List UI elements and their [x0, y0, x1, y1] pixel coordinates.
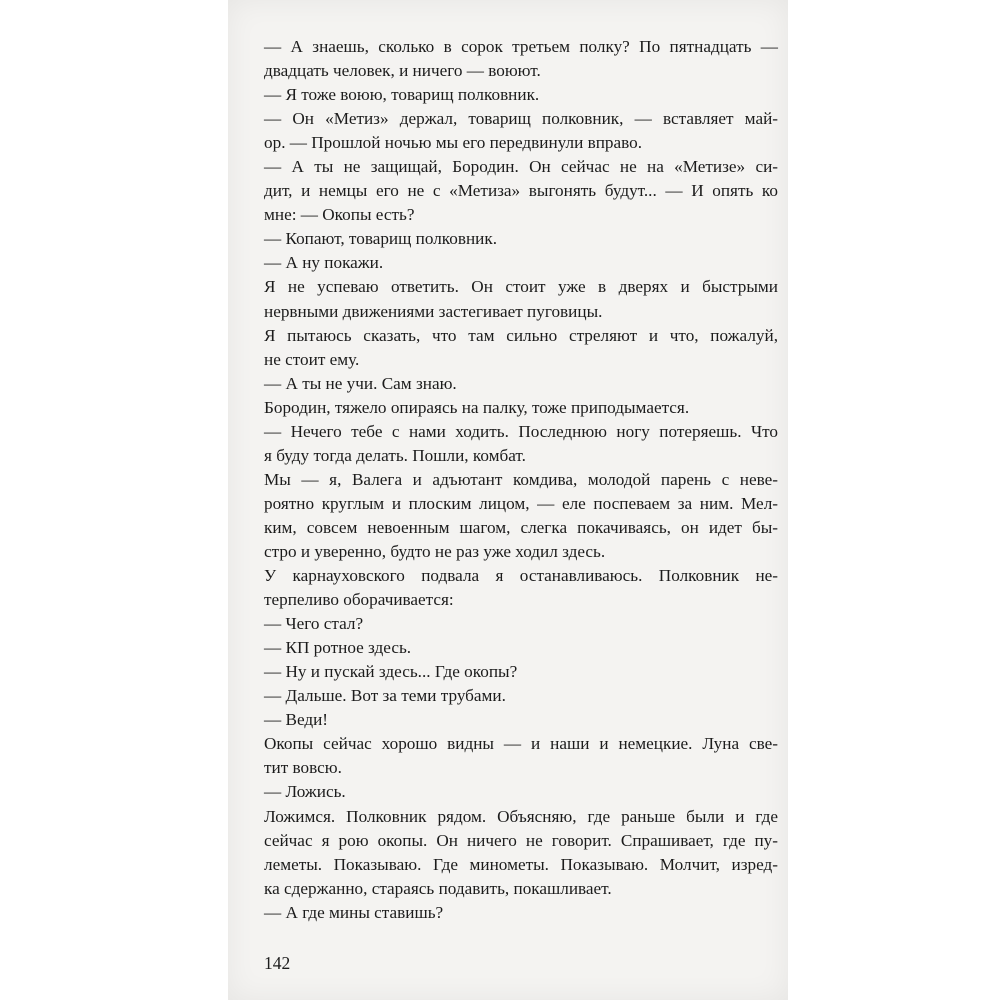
text-line: Я не успеваю ответить. Он стоит уже в дверях и быстрыми	[264, 277, 778, 297]
text-line: — Копают, товарищ полковник.	[264, 229, 498, 249]
text-line: Ложимся. Полковник рядом. Объясняю, где раньше были и где	[264, 806, 778, 826]
text-line: леметы. Показываю. Где минометы. Показываю. Молчит, изред-	[264, 854, 778, 874]
text-line: сейчас я рою окопы. Он ничего не говорит. Спрашивает, где пу-	[264, 830, 778, 850]
text-line: я буду тогда делать. Пошли, комбат.	[264, 445, 526, 465]
text-line: ким, совсем невоенным шагом, слегка покачиваясь, он идет бы-	[264, 517, 778, 537]
text-line: стро и уверенно, будто не раз уже ходил здесь.	[264, 541, 606, 561]
text-line: — Веди!	[264, 710, 329, 730]
text-line: — Я тоже воюю, товарищ полковник.	[264, 85, 540, 105]
text-line: — Он «Метиз» держал, товарищ полковник, — вставляет май-	[264, 109, 778, 129]
page-number: 142	[264, 953, 291, 973]
text-line: Бородин, тяжело опираясь на палку, тоже приподымается.	[264, 397, 690, 417]
text-line: дит, и немцы его не с «Метиза» выгонять будут... — И опять ко	[264, 181, 778, 201]
text-line: У карнауховского подвала я останавливаюсь. Полковник не-	[264, 566, 778, 586]
text-line: — А ты не учи. Сам знаю.	[264, 373, 457, 393]
text-line: не стоит ему.	[264, 349, 360, 369]
text-line: роятно круглым и плоским лицом, — еле поспеваем за ним. Мел-	[264, 493, 778, 513]
text-line: — А ты не защищай, Бородин. Он сейчас не на «Метизе» си-	[264, 157, 778, 177]
text-line: — Ну и пускай здесь... Где окопы?	[264, 662, 518, 682]
text-line: — Дальше. Вот за теми трубами.	[264, 686, 506, 706]
text-line: — А знаешь, сколько в сорок третьем полку? По пятнадцать —	[264, 37, 778, 56]
text-line: — Ложись.	[264, 782, 346, 802]
text-line: — КП ротное здесь.	[264, 638, 412, 658]
text-line: — Чего стал?	[264, 614, 364, 634]
text-line: мне: — Окопы есть?	[264, 205, 415, 225]
text-line: тит вовсю.	[264, 758, 342, 778]
text-line: — Нечего тебе с нами ходить. Последнюю ногу потеряешь. Что	[264, 421, 778, 441]
text-line: двадцать человек, и ничего — воюют.	[264, 61, 541, 81]
text-line: — А где мины ставишь?	[264, 902, 444, 922]
text-line: Окопы сейчас хорошо видны — и наши и немецкие. Луна све-	[264, 734, 778, 754]
text-line: Я пытаюсь сказать, что там сильно стреляют и что, пожалуй,	[264, 325, 778, 345]
text-line: — А ну покажи.	[264, 253, 384, 273]
text-line: терпеливо оборачивается:	[264, 590, 454, 610]
text-line: нервными движениями застегивает пуговицы.	[264, 301, 603, 321]
page-body-text	[264, 35, 778, 925]
text-line: Мы — я, Валега и адъютант комдива, молодой парень с неве-	[264, 469, 778, 489]
text-line: ор. — Прошлой ночью мы его передвинули вправо.	[264, 133, 643, 153]
text-line: ка сдержанно, стараясь подавить, покашливает.	[264, 878, 612, 898]
